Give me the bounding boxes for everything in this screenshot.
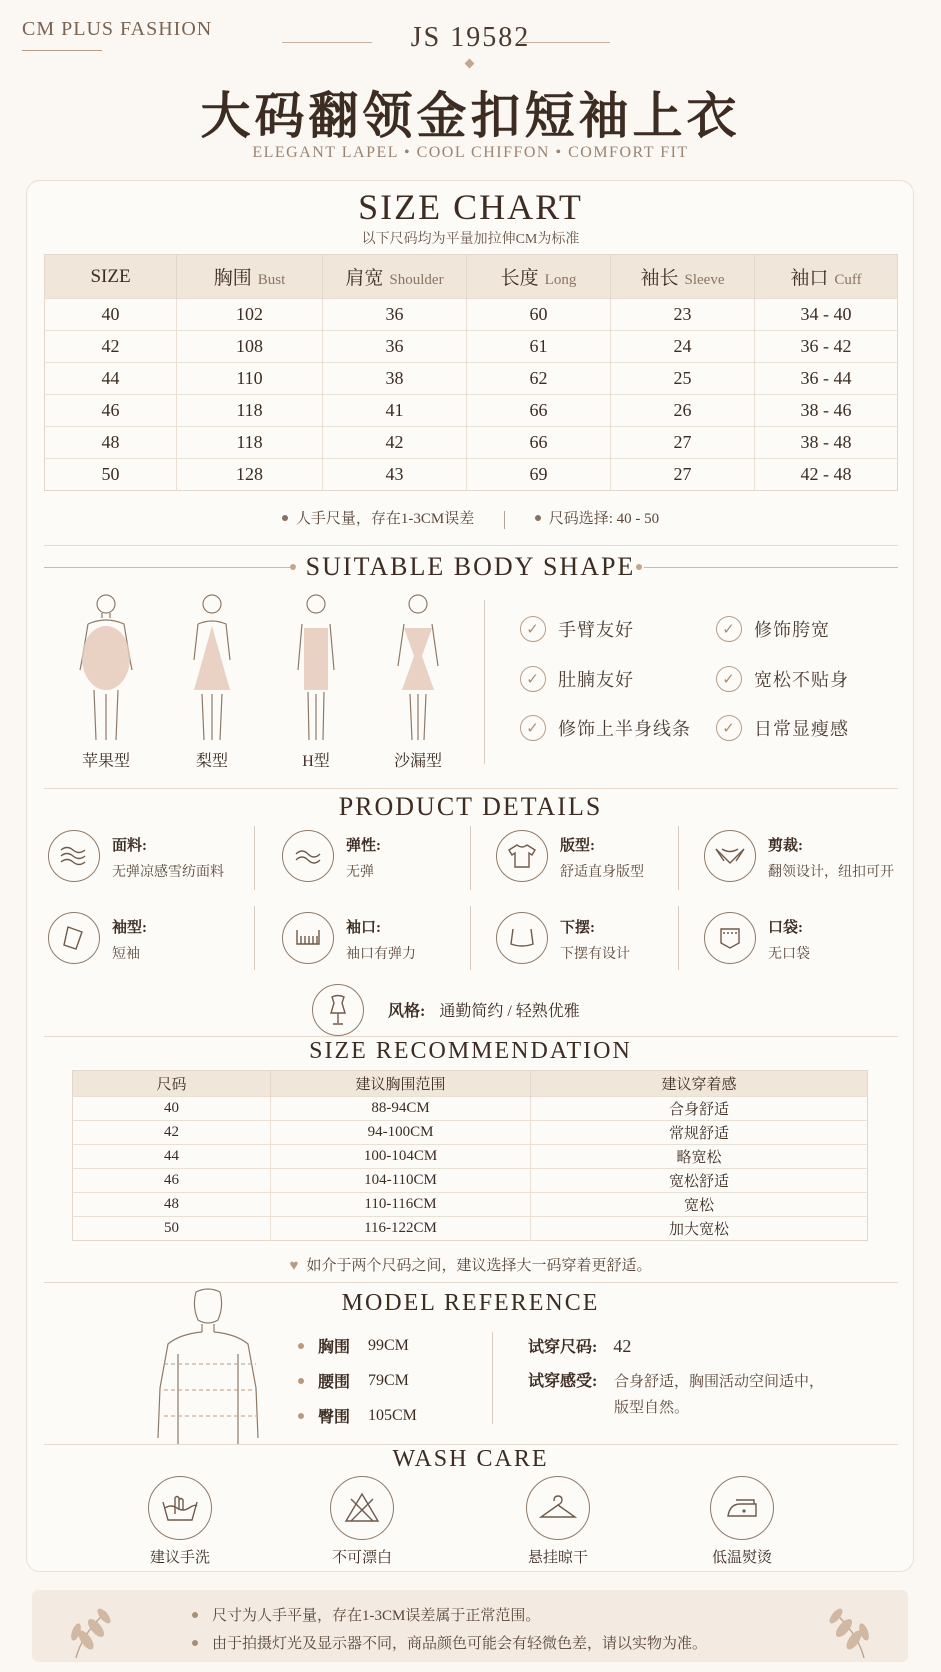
col-header: 袖口 Cuff [755, 255, 898, 299]
detail-pocket: 口袋: 无口袋 [704, 912, 810, 964]
hand-wash-icon [148, 1476, 212, 1540]
hem-icon [496, 912, 548, 964]
size-chart-notes [0, 507, 941, 529]
cuff-icon [282, 912, 334, 964]
model-measure: 腰围 79CM [298, 1369, 409, 1392]
detail-cuff: 袖口: 袖口有弹力 [282, 912, 416, 964]
detail-hem: 下摆: 下摆有设计 [496, 912, 630, 964]
table-row: 44 100-104CM 略宽松 [73, 1145, 868, 1169]
wash-care-heading: WASH CARE [392, 1446, 549, 1472]
col-header: 肩宽 Shoulder [323, 255, 467, 299]
feel-label: 试穿感受: [528, 1373, 598, 1390]
check-icon: ✓ [520, 666, 546, 692]
divider [44, 1444, 898, 1445]
size-tip: ♥ 如介于两个尺码之间，建议选择大一码穿着更舒适。 [289, 1258, 652, 1274]
collar-icon [704, 830, 756, 882]
measure-note: 人手尺量，存在1-3CM误差 [295, 511, 475, 527]
divider [44, 1036, 898, 1037]
divider-vertical [678, 906, 679, 970]
size-chart-header-row [45, 255, 898, 299]
wash-label: 低温熨烫 [711, 1550, 772, 1566]
divider [44, 788, 898, 789]
col-header: SIZE [45, 255, 177, 299]
benefit-item: ✓ 修饰胯宽 [716, 616, 830, 642]
detail-stretch: 弹性: 无弹 [282, 830, 381, 882]
pear-shape-figure [172, 590, 252, 750]
table-row: 46 118 41 66 26 38 - 46 [45, 395, 898, 427]
divider-vertical [470, 906, 471, 970]
table-row: 50 128 43 69 27 42 - 48 [45, 459, 898, 491]
mannequin-icon [312, 984, 364, 1036]
check-icon: ✓ [520, 715, 546, 741]
footer-line-2: 由于拍摄灯光及显示器不同，商品颜色可能会有轻微色差，请以实物为准。 [192, 1632, 707, 1653]
table-row: 48 110-116CM 宽松 [73, 1193, 868, 1217]
iron-icon [710, 1476, 774, 1540]
divider-vertical [254, 906, 255, 970]
size-recommendation-heading: SIZE RECOMMENDATION [309, 1038, 632, 1064]
footer-line-1: 尺寸为人手平量，存在1-3CM误差属于正常范围。 [192, 1604, 540, 1625]
check-icon: ✓ [716, 666, 742, 692]
try-size-row: 试穿尺码: 42 [528, 1336, 632, 1356]
detail-fit: 版型: 舒适直身版型 [496, 830, 644, 882]
divider-vertical [678, 826, 679, 890]
benefit-item: ✓ 日常显瘦感 [716, 715, 849, 741]
divider-vertical [484, 600, 485, 764]
pocket-icon [704, 912, 756, 964]
wave-fabric-icon [48, 830, 100, 882]
table-row: 50 116-122CM 加大宽松 [73, 1217, 868, 1241]
detail-sleeve: 袖型: 短袖 [48, 912, 147, 964]
feel-value-2: 版型自然。 [614, 1400, 690, 1416]
wash-label: 不可漂白 [331, 1550, 392, 1566]
benefit-item: ✓ 宽松不贴身 [716, 666, 849, 692]
tshirt-icon [496, 830, 548, 882]
no-bleach-icon [330, 1476, 394, 1540]
check-icon: ✓ [716, 616, 742, 642]
product-details-heading: PRODUCT DETAILS [338, 792, 603, 821]
col-header: 袖长 Sleeve [611, 255, 755, 299]
wash-label: 建议手洗 [149, 1550, 210, 1566]
benefit-item: ✓ 修饰上半身线条 [520, 715, 691, 741]
benefit-item: ✓ 肚腩友好 [520, 666, 634, 692]
shape-label: 沙漏型 [393, 753, 442, 770]
shape-label: 梨型 [195, 753, 228, 770]
shape-label: 苹果型 [81, 753, 130, 770]
apple-shape-figure [66, 590, 146, 750]
divider [44, 1282, 898, 1283]
divider-vertical [254, 826, 255, 890]
detail-fabric: 面料: 无弹凉感雪纺面料 [48, 830, 224, 882]
divider-vertical [470, 826, 471, 890]
col-header: 长度 Long [467, 255, 611, 299]
leaf-decoration-right [818, 1594, 878, 1662]
brand-name: CM PLUS FASHION [22, 18, 213, 40]
shape-label: H型 [302, 753, 330, 770]
divider [44, 545, 898, 546]
table-row: 44 110 38 62 25 36 - 44 [45, 363, 898, 395]
model-reference-heading: MODEL REFERENCE [341, 1290, 600, 1316]
benefit-item: ✓ 手臂友好 [520, 616, 634, 642]
table-row: 40 88-94CM 合身舒适 [73, 1097, 868, 1121]
detail-cut: 剪裁: 翻领设计，纽扣可开 [704, 830, 894, 882]
stretch-icon [282, 830, 334, 882]
ornament-line-right [644, 567, 898, 568]
range-note: 尺码选择: 40 - 50 [548, 511, 660, 527]
table-row: 46 104-110CM 宽松舒适 [73, 1169, 868, 1193]
rec-header-row: 尺码 建议胸围范围 建议穿着感 [73, 1071, 868, 1097]
col-header: 胸围 Bust [177, 255, 323, 299]
product-title: 大码翻领金扣短袖上衣 [200, 88, 741, 144]
check-icon: ✓ [520, 616, 546, 642]
size-chart-note: 以下尺码均为平量加拉伸CM为标准 [361, 232, 580, 247]
ornament-dot [636, 564, 642, 570]
sleeve-icon [48, 912, 100, 964]
check-icon: ✓ [716, 715, 742, 741]
body-shape-heading: SUITABLE BODY SHAPE [305, 552, 636, 581]
h-shape-figure [276, 590, 356, 750]
hanger-icon [526, 1476, 590, 1540]
divider-vertical [492, 1332, 493, 1424]
product-code: JS 19582 [410, 22, 531, 53]
model-measure: 臀围 105CM [298, 1404, 417, 1427]
table-row: 48 118 42 66 27 38 - 48 [45, 427, 898, 459]
feel-value-1: 合身舒适，胸围活动空间适中， [614, 1374, 825, 1390]
style-row: 风格: 通勤简约 / 轻熟优雅 [388, 1003, 580, 1020]
table-row: 42 108 36 61 24 36 - 42 [45, 331, 898, 363]
size-recommendation-table [72, 1070, 868, 1241]
title-ornament [465, 59, 475, 69]
model-measure: 胸围 99CM [298, 1334, 409, 1357]
heart-icon: ♥ [289, 1258, 299, 1274]
table-row: 40 102 36 60 23 34 - 40 [45, 299, 898, 331]
table-row: 42 94-100CM 常规舒适 [73, 1121, 868, 1145]
size-chart-heading: SIZE CHART [358, 187, 583, 227]
size-chart-table [44, 254, 898, 491]
leaf-decoration-left [62, 1594, 122, 1662]
product-subtitle: ELEGANT LAPEL • COOL CHIFFON • COMFORT FIT [252, 144, 689, 161]
wash-label: 悬挂晾干 [527, 1550, 588, 1566]
hourglass-shape-figure [378, 590, 458, 750]
